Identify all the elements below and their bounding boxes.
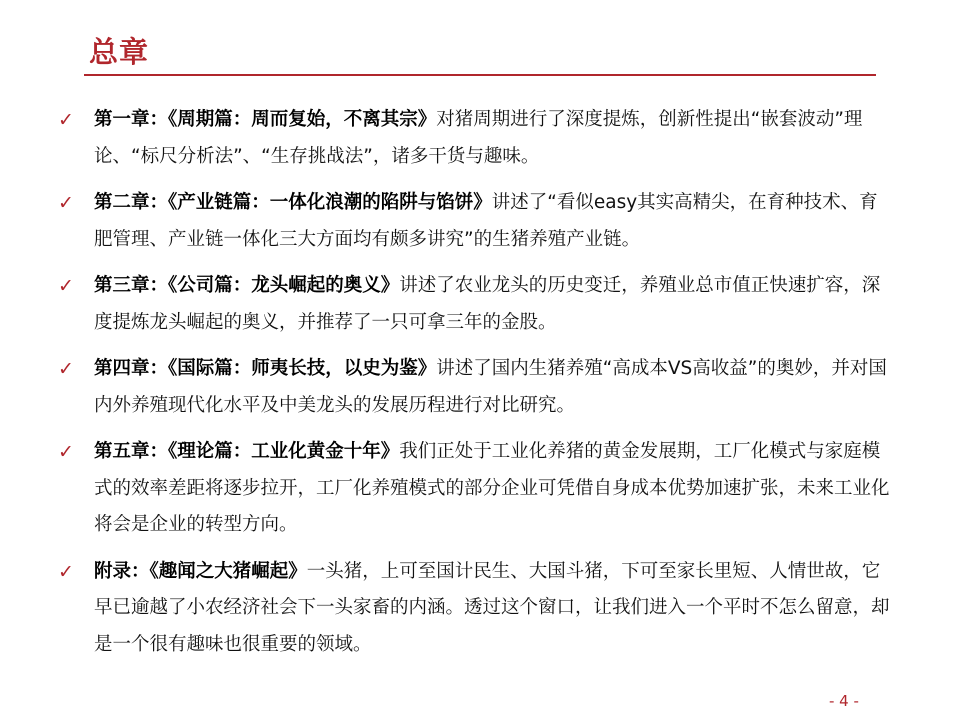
page-number: - 4 - xyxy=(829,692,859,710)
list-item xyxy=(55,185,895,258)
list-item xyxy=(55,351,895,424)
checkmark-icon: ✓ xyxy=(58,192,74,214)
list-item xyxy=(55,434,895,544)
chapter-title: 第五章：《理论篇：工业化黄金十年》 xyxy=(94,441,400,462)
chapter-list xyxy=(55,102,895,673)
checkmark-icon: ✓ xyxy=(58,560,74,583)
chapter-title: 第二章：《产业链篇：一体化浪潮的陷阱与馅饼》 xyxy=(94,192,492,213)
chapter-title: 第四章：《国际篇：师夷长技，以史为鉴》 xyxy=(94,358,437,379)
chapter-title: 第一章：《周期篇：周而复始，不离其宗》 xyxy=(94,109,437,130)
appendix-title: 附录：《趣闻之大猪崛起》 xyxy=(94,560,307,582)
chapter-description: 讲述了“看似easy其实高精尖，在育种技术、育肥管理、产业链一体化三大方面均有颇多讲究”的生猪养殖产业链。 xyxy=(94,192,878,250)
list-item xyxy=(55,268,895,341)
checkmark-icon: ✓ xyxy=(58,109,74,131)
chapter-description: 我们正处于工业化养猪的黄金发展期，工厂化模式与家庭模式的效率差距将逐步拉开，工厂化养殖模式的部分企业可凭借自身成本优势加速扩张，未来工业化将会是企业的转型方向。 xyxy=(94,441,890,535)
appendix-description: 一头猪，上可至国计民生、大国斗猪，下可至家长里短、人情世故，它早已逾越了小农经济社会下一头家畜的内涵。透过这个窗口，让我们进入一个平时不怎么留意，却是一个很有趣味也很重要的领域。 xyxy=(94,560,890,655)
checkmark-icon: ✓ xyxy=(58,441,74,463)
chapter-title: 第三章：《公司篇：龙头崛起的奥义》 xyxy=(94,275,400,296)
checkmark-icon: ✓ xyxy=(58,358,74,380)
page-title: 总章 xyxy=(89,35,150,69)
chapter-description: 讲述了国内生猪养殖“高成本VS高收益”的奥妙，并对国内外养殖现代化水平及中美龙头的发展历程进行对比研究。 xyxy=(94,358,887,416)
chapter-description: 对猪周期进行了深度提炼，创新性提出“嵌套波动”理论、“标尺分析法”、“生存挑战法”，诸多干货与趣味。 xyxy=(94,109,863,167)
chapter-description: 讲述了农业龙头的历史变迁，养殖业总市值正快速扩容，深度提炼龙头崛起的奥义，并推荐了一只可拿三年的金股。 xyxy=(94,275,881,333)
list-item xyxy=(55,102,895,175)
title-divider xyxy=(84,74,876,76)
checkmark-icon: ✓ xyxy=(58,275,74,297)
list-item xyxy=(55,554,895,664)
